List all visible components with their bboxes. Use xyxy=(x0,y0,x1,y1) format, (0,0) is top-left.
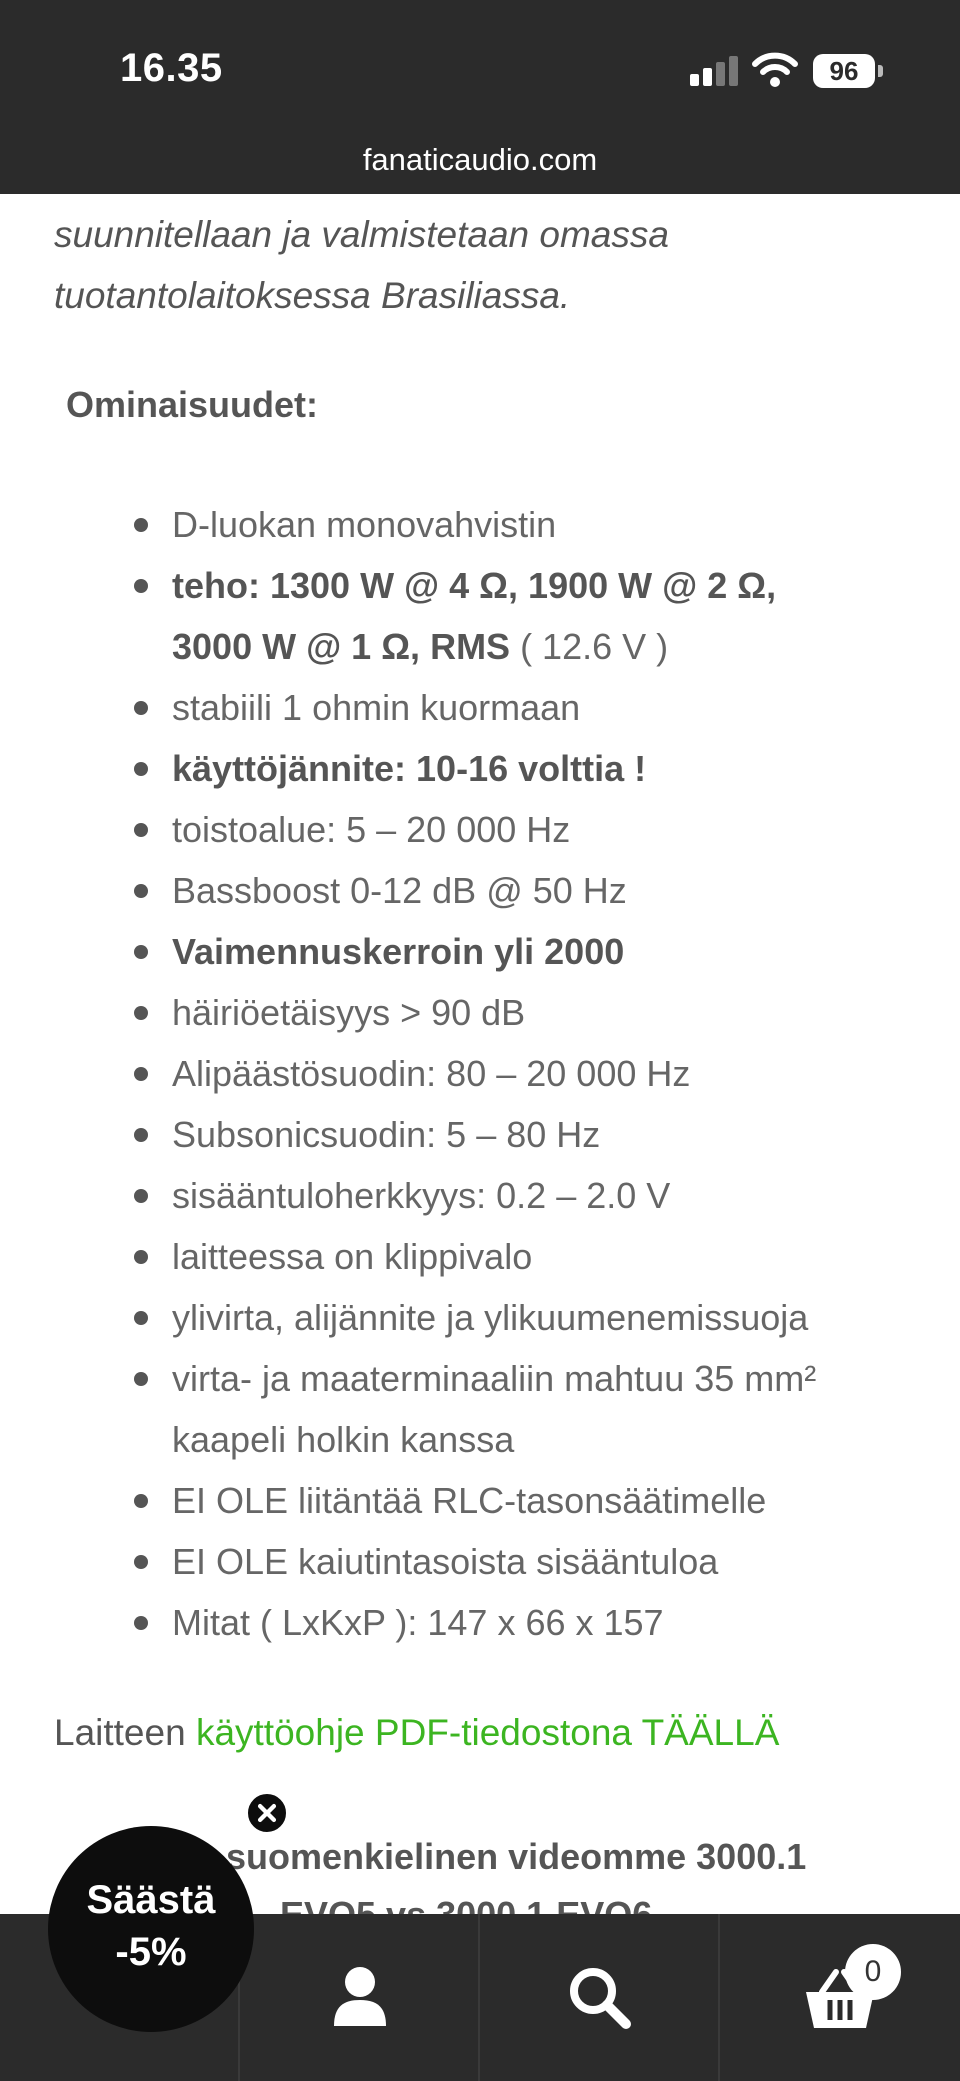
promo-line: -5% xyxy=(115,1930,187,1974)
nav-cart[interactable] xyxy=(718,1914,960,2081)
list-item: laitteessa on klippivalo xyxy=(120,1226,920,1287)
intro-line: suunnitellaan ja valmistetaan omassa xyxy=(54,214,669,255)
battery-indicator: 96 xyxy=(813,54,875,88)
wifi-icon xyxy=(752,52,798,88)
manual-line xyxy=(54,1712,779,1754)
promo-line: Säästä xyxy=(86,1878,216,1922)
nav-search[interactable] xyxy=(478,1914,716,2081)
bullet xyxy=(134,701,148,715)
bullet xyxy=(134,1311,148,1325)
close-icon[interactable] xyxy=(245,1791,289,1835)
list-item: sisääntuloherkkyys: 0.2 – 2.0 V xyxy=(120,1165,920,1226)
list-item: toistoalue: 5 – 20 000 Hz xyxy=(120,799,920,860)
bullet xyxy=(134,1067,148,1081)
bullet xyxy=(134,1555,148,1569)
intro-text xyxy=(54,204,934,326)
bullet xyxy=(134,1250,148,1264)
manual-prefix: Laitteen xyxy=(54,1712,196,1753)
list-item: käyttöjännite: 10-16 volttia ! xyxy=(120,738,920,799)
bullet xyxy=(134,1006,148,1020)
user-icon xyxy=(330,1964,390,2028)
nav-account[interactable] xyxy=(238,1914,476,2081)
list-item: stabiili 1 ohmin kuormaan xyxy=(120,677,920,738)
bullet xyxy=(134,1494,148,1508)
list-item: teho: 1300 W @ 4 Ω, 1900 W @ 2 Ω, 3000 W @ 1 Ω, RMS ( 12.6 V ) xyxy=(120,555,920,677)
list-item: Subsonicsuodin: 5 – 80 Hz xyxy=(120,1104,920,1165)
status-time: 16.35 xyxy=(120,46,223,90)
bullet xyxy=(134,823,148,837)
search-icon xyxy=(566,1964,632,2030)
list-item: Vaimennuskerroin yli 2000 xyxy=(120,921,920,982)
list-item: Alipäästösuodin: 80 – 20 000 Hz xyxy=(120,1043,920,1104)
status-bar xyxy=(0,0,960,142)
bullet xyxy=(134,1616,148,1630)
bullet xyxy=(134,579,148,593)
bullet xyxy=(134,518,148,532)
cart-count-badge: 0 xyxy=(845,1944,901,2000)
feature-list xyxy=(120,494,920,1653)
address-bar[interactable]: fanaticaudio.com xyxy=(0,142,960,194)
list-item: ylivirta, alijännite ja ylikuumenemissuoja xyxy=(120,1287,920,1348)
video-heading-line: suomenkielinen videomme 3000.1 xyxy=(226,1836,807,1877)
manual-pdf-link[interactable]: käyttöohje PDF-tiedostona TÄÄLLÄ xyxy=(195,1712,780,1753)
list-item: D-luokan monovahvistin xyxy=(120,494,920,555)
bullet xyxy=(134,945,148,959)
list-item: Mitat ( LxKxP ): 147 x 66 x 157 xyxy=(120,1592,920,1653)
product-description xyxy=(0,194,960,1914)
features-heading: Ominaisuudet: xyxy=(66,384,319,425)
list-item: Bassboost 0-12 dB @ 50 Hz xyxy=(120,860,920,921)
list-item: EI OLE kaiutintasoista sisääntuloa xyxy=(120,1531,920,1592)
list-item: virta- ja maaterminaaliin mahtuu 35 mm² kaapeli holkin kanssa xyxy=(120,1348,920,1470)
bullet xyxy=(134,762,148,776)
promo-badge[interactable] xyxy=(48,1826,254,2032)
battery-cap xyxy=(878,65,883,77)
bullet xyxy=(134,1189,148,1203)
bullet xyxy=(134,1128,148,1142)
signal-icon xyxy=(690,56,738,86)
bullet xyxy=(134,884,148,898)
list-item: EI OLE liitäntää RLC-tasonsäätimelle xyxy=(120,1470,920,1531)
list-item: häiriöetäisyys > 90 dB xyxy=(120,982,920,1043)
intro-line: tuotantolaitoksessa Brasiliassa. xyxy=(54,275,571,316)
bullet xyxy=(134,1372,148,1386)
